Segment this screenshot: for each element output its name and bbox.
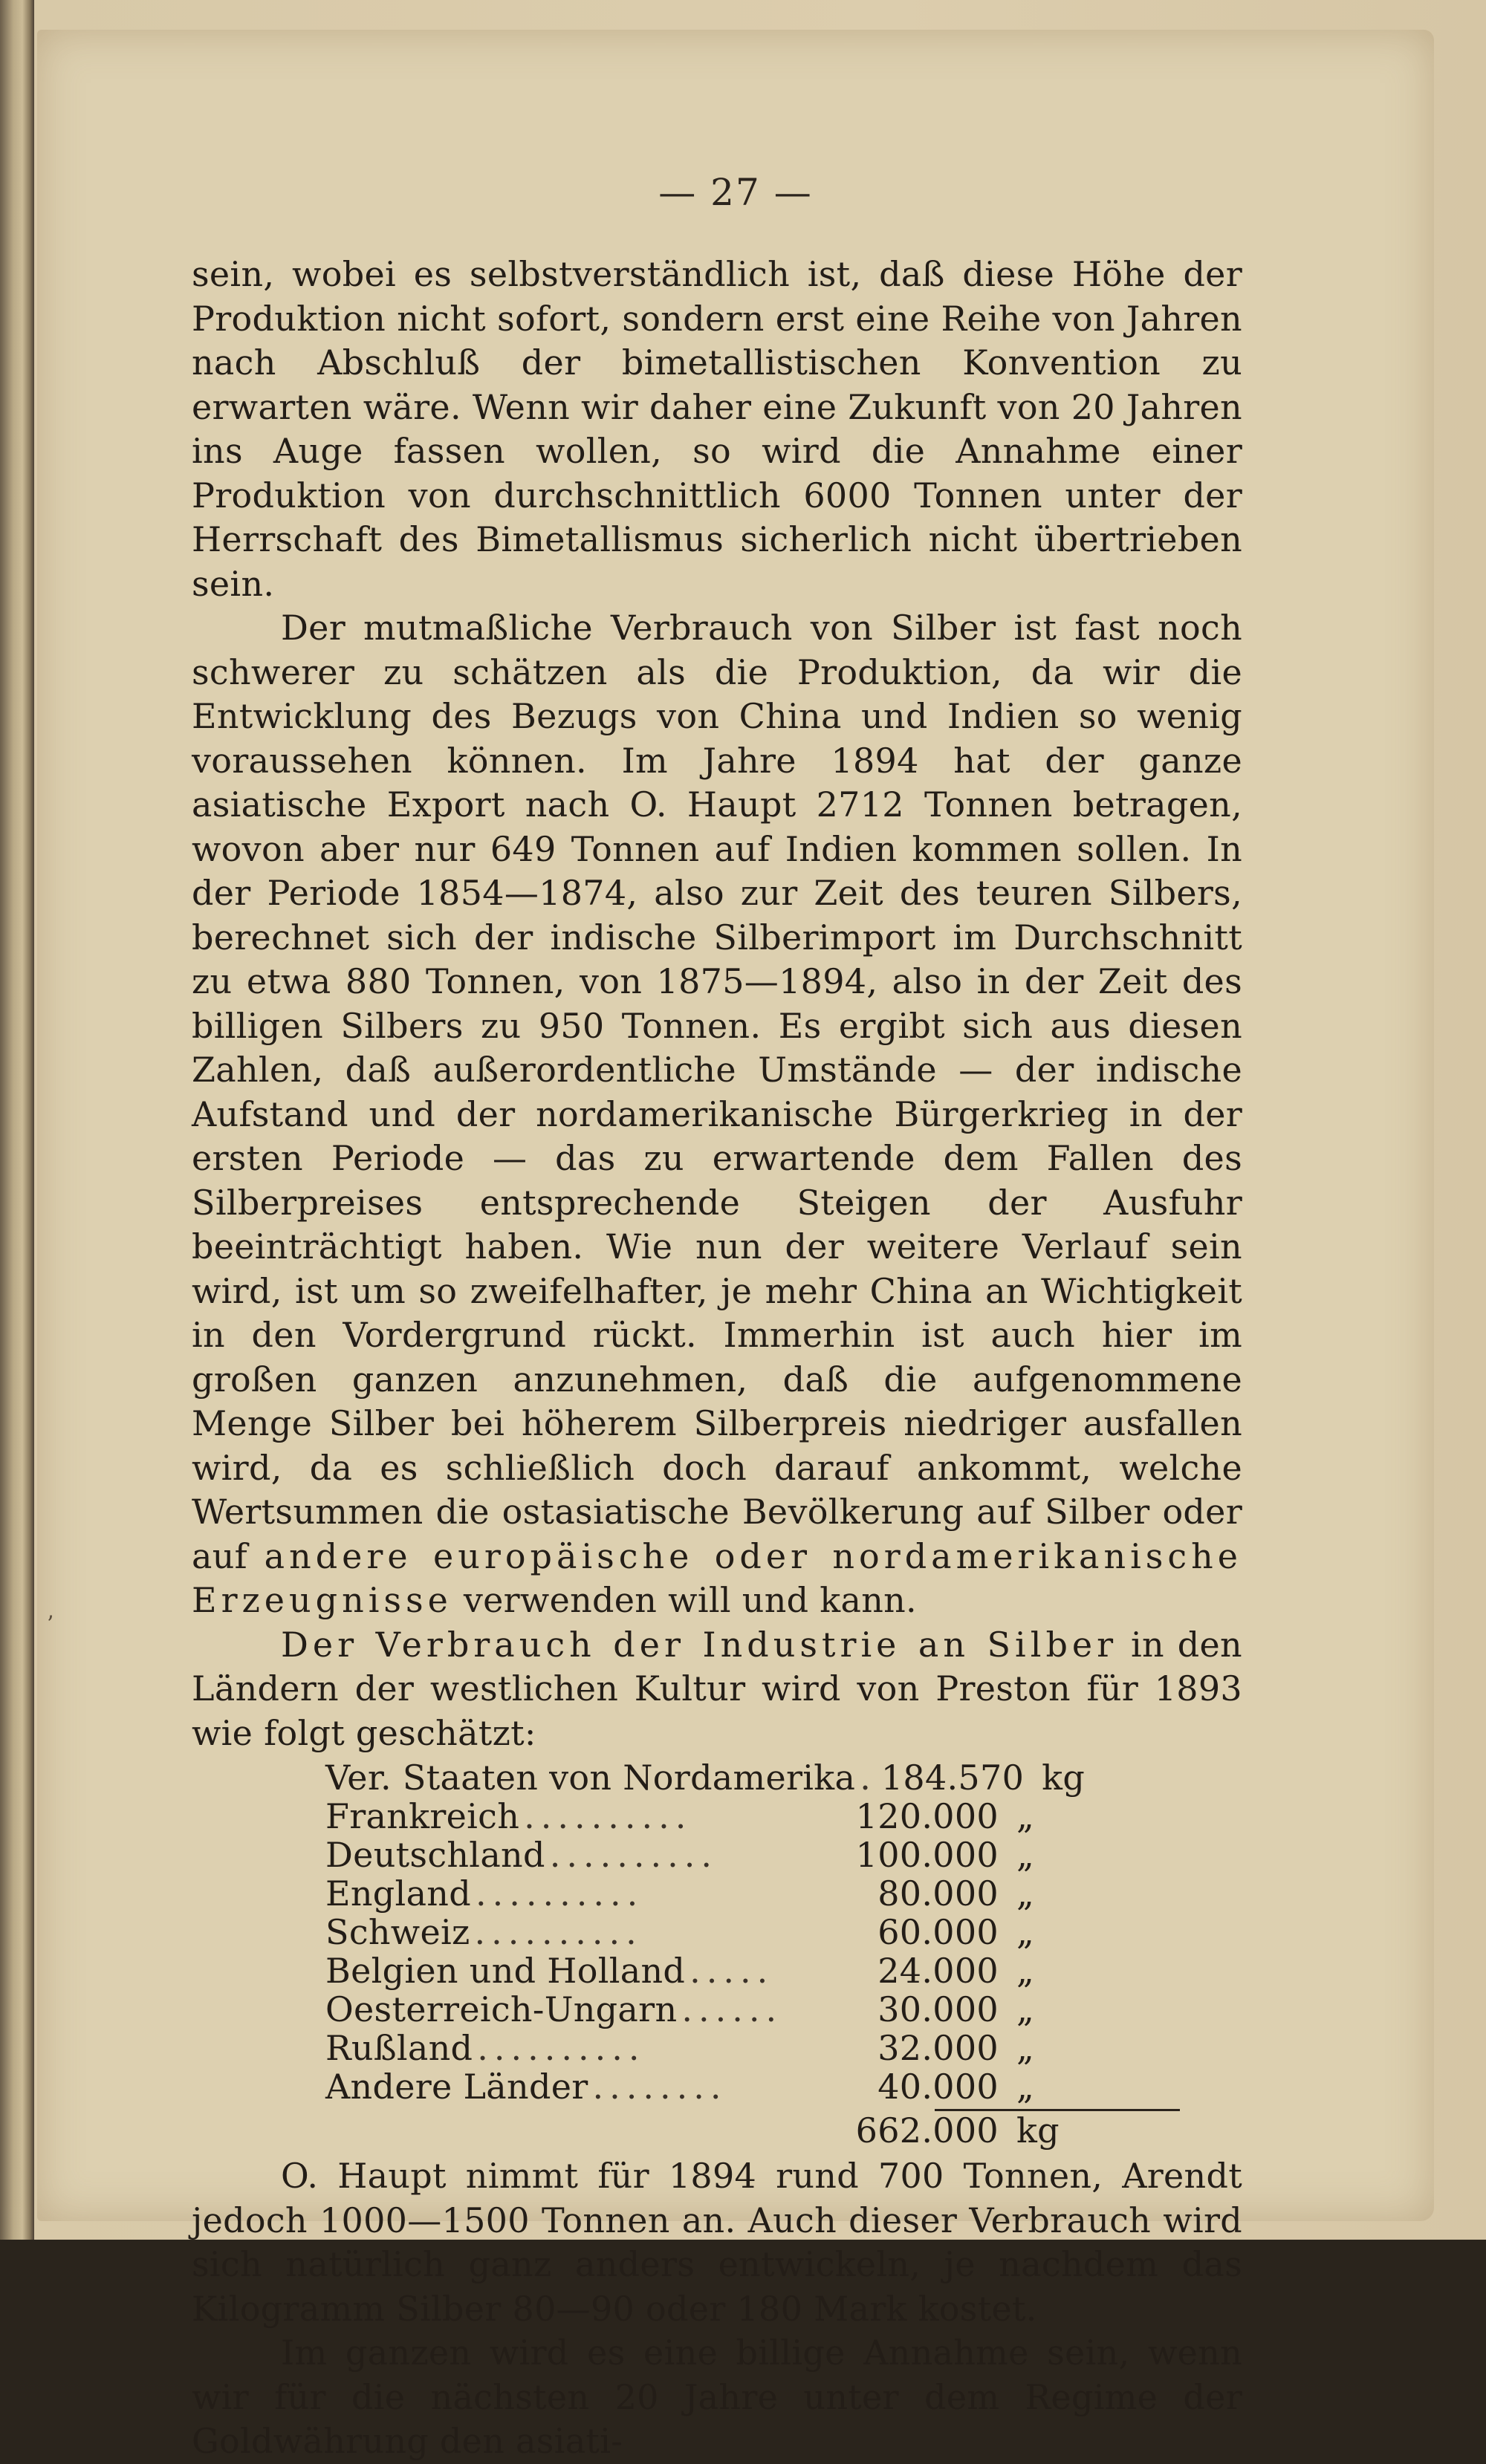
table-row — [325, 1836, 1068, 1874]
leader-dots: . — [860, 1758, 877, 1798]
country-name: Belgien und Holland — [325, 1951, 686, 1991]
amount: 80.000 — [877, 1873, 999, 1914]
leader-dots: .......... — [475, 1873, 644, 1914]
table-row — [325, 1874, 1068, 1913]
leader-dots: .......... — [549, 1835, 718, 1875]
country-name: England — [325, 1873, 471, 1914]
paragraph-3 — [192, 1623, 1242, 1756]
country-name: Oesterreich-Ungarn — [325, 1989, 678, 2029]
country-name: Deutschland — [325, 1835, 545, 1875]
amount: 24.000 — [877, 1951, 999, 1991]
unit: „ — [1016, 1796, 1035, 1836]
table-row — [325, 2067, 1068, 2106]
leader-dots: ........ — [592, 2067, 727, 2107]
table-row — [325, 1797, 1068, 1836]
leader-dots: .......... — [474, 1912, 643, 1952]
table-row — [325, 1951, 1068, 1990]
total-amount: 662.000 — [855, 2110, 999, 2151]
country-name: Schweiz — [325, 1912, 470, 1952]
amount: 120.000 — [855, 1796, 999, 1836]
unit: „ — [1016, 2028, 1035, 2068]
paragraph-5: Im ganzen wird es eine billige Annahme sein, wenn wir für die nächsten 20 Jahre unter dem Regime der Goldwährung den asiati- — [192, 2333, 1242, 2461]
table-total-row — [325, 2111, 1068, 2154]
paragraph-2-text: Der mutmaßliche Verbrauch von Silber ist fast noch schwerer zu schätzen als die Produktion, da wir die Entwicklung des Bezugs von China und Indien so wenig voraussehen können. Im Jahre 1894 hat der ganze asiatische Export nach O. Haupt 2712 Tonnen betragen, wovon aber nur 649 Tonnen auf Indien kommen sollen. In der Periode 1854—1874, also zur Zeit des teuren Silbers, berechnet sich der indische Silberimport im Durchschnitt zu etwa 880 Tonnen, von 1875—1894, also in der Zeit des billigen Silbers zu 950 Tonnen. Es ergibt sich aus diesen Zahlen, daß außerordentliche Umstände — der indische Aufstand und der nordamerikanische Bürgerkrieg in der ersten Periode — das zu erwartende dem Fallen des Silberpreises entsprechende Steigen der Ausfuhr beeinträchtigt haben. Wie nun der weitere Verlauf sein wird, ist um so zweifelhafter, je mehr China an Wichtigkeit in den Vordergrund rückt. Immerhin ist auch hier im großen ganzen anzunehmen, daß die aufgenommene Menge Silber bei höherem Silberpreis niedriger ausfallen wird, da es schließlich doch darauf ankommt, welche Wertsummen die ostasiatische Bevölkerung auf Silber oder auf — [192, 608, 1242, 1576]
unit: „ — [1016, 1912, 1035, 1952]
unit: „ — [1016, 2067, 1035, 2107]
amount: 60.000 — [877, 1912, 999, 1952]
unit: „ — [1016, 1951, 1035, 1991]
leader-dots: .......... — [477, 2028, 646, 2068]
paragraph-4: O. Haupt nimmt für 1894 rund 700 Tonnen, Arendt jedoch 1000—1500 Tonnen an. Auch dieser Verbrauch wird sich natürlich ganz anders entwickeln, je nachdem das Kilogramm Silber 80—90 oder 180 Mark kostet. — [192, 2156, 1242, 2329]
table-row — [325, 1990, 1068, 2029]
unit: „ — [1016, 1989, 1035, 2029]
page — [37, 30, 1434, 2461]
country-name: Frankreich — [325, 1796, 520, 1836]
body-text — [192, 253, 1242, 2464]
unit: kg — [1042, 1758, 1086, 1798]
paragraph-2 — [192, 606, 1242, 1623]
amount: 184.570 — [880, 1758, 1025, 1798]
page-number: — 27 — — [658, 171, 813, 214]
unit: „ — [1016, 1873, 1035, 1914]
country-name: Ver. Staaten von Nordamerika — [325, 1758, 856, 1798]
total-unit: kg — [1016, 2110, 1060, 2151]
previous-page-edge — [0, 0, 34, 2240]
paragraph-2-emphasis: andere europäische oder nordamerikanische Erzeugnisse — [192, 1535, 1242, 1620]
leader-dots: ..... — [690, 1951, 774, 1991]
unit: „ — [1016, 1835, 1035, 1875]
paragraph-2-end: verwenden will und kann. — [463, 1580, 917, 1620]
country-name: Rußland — [325, 2028, 473, 2068]
leader-dots: .......... — [524, 1796, 692, 1836]
paragraph-3-emphasis: Der Verbrauch der Industrie an Silber — [281, 1624, 1118, 1665]
amount: 32.000 — [877, 2028, 999, 2068]
paragraph-1: sein, wobei es selbstverständlich ist, daß diese Höhe der Produktion nicht sofort, sondern erst eine Reihe von Jahren nach Abschluß der bimetallistischen Konvention zu erwarten wäre. Wenn wir daher eine Zukunft von 20 Jahren ins Auge fassen wollen, so wird die Annahme einer Produktion von durchschnittlich 6000 Tonnen unter der Herrschaft des Bimetallismus sicherlich nicht übertrieben sein. — [192, 254, 1242, 604]
leader-dots: ...... — [681, 1989, 783, 2029]
amount: 40.000 — [877, 2067, 999, 2107]
table-row — [325, 2029, 1068, 2067]
amount: 30.000 — [877, 1989, 999, 2029]
margin-mark: ʼ — [46, 1612, 53, 1638]
paragraph-3-text: in den Ländern der westlichen Kultur wird von Preston für 1893 wie folgt geschätzt: — [192, 1624, 1242, 1753]
table-row — [325, 1913, 1068, 1951]
table-row — [325, 1758, 1086, 1798]
silver-consumption-table — [325, 1758, 1086, 2154]
amount: 100.000 — [855, 1835, 999, 1875]
country-name: Andere Länder — [325, 2067, 588, 2107]
